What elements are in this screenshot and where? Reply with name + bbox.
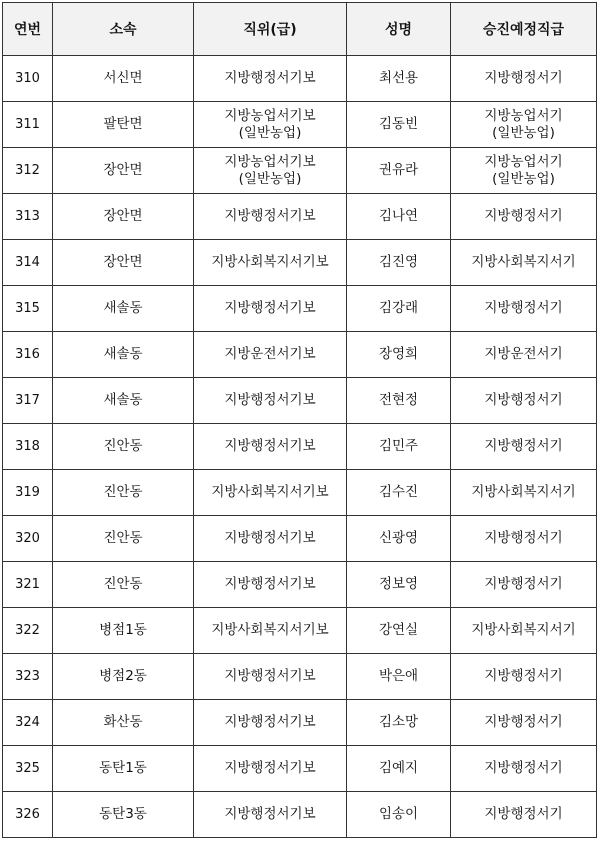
row-position-line: 지방행정서기보: [224, 576, 316, 592]
row-position-line: 지방사회복지서기보: [211, 254, 329, 270]
row-promotion-grade-line: 지방사회복지서기: [471, 484, 576, 500]
row-position-line: 지방행정서기보: [224, 300, 316, 316]
row-promotion-grade-line: 지방농업서기: [484, 107, 563, 124]
row-position-line: 지방행정서기보: [224, 70, 316, 86]
row-number: 318: [3, 424, 53, 470]
row-promotion-grade-line: 지방사회복지서기: [471, 254, 576, 270]
row-department: 화산동: [53, 700, 194, 746]
row-position-line: 지방사회복지서기보: [211, 622, 329, 638]
table-row: [3, 148, 597, 194]
row-name: 임송이: [347, 792, 451, 838]
row-position: [194, 102, 347, 148]
row-promotion-grade-line: 지방행정서기: [484, 714, 563, 730]
row-name: 김수진: [347, 470, 451, 516]
row-promotion-grade: [451, 654, 597, 700]
row-promotion-grade: [451, 746, 597, 792]
row-promotion-grade-line: 지방농업서기: [484, 153, 563, 170]
row-promotion-grade: [451, 194, 597, 240]
row-position-line: 지방행정서기보: [224, 530, 316, 546]
table-row: [3, 746, 597, 792]
row-promotion-grade: [451, 102, 597, 148]
table-row: [3, 378, 597, 424]
row-name: 김진영: [347, 240, 451, 286]
table-row: [3, 792, 597, 838]
row-number: 310: [3, 56, 53, 102]
table-row: [3, 286, 597, 332]
row-number: 319: [3, 470, 53, 516]
row-name: 박은애: [347, 654, 451, 700]
row-number: 320: [3, 516, 53, 562]
row-promotion-grade: [451, 562, 597, 608]
row-name: 김나연: [347, 194, 451, 240]
row-position: [194, 378, 347, 424]
table-row: [3, 240, 597, 286]
row-promotion-grade-line: 지방사회복지서기: [471, 622, 576, 638]
row-number: 312: [3, 148, 53, 194]
row-promotion-grade: [451, 470, 597, 516]
row-position: [194, 194, 347, 240]
row-position: [194, 746, 347, 792]
header-no: 연번: [3, 3, 53, 56]
row-department: 장안면: [53, 194, 194, 240]
row-position-line: 지방행정서기보: [224, 806, 316, 822]
row-promotion-grade-line: (일반농업): [492, 170, 555, 187]
table-row: [3, 562, 597, 608]
table-row: [3, 102, 597, 148]
row-promotion-grade: [451, 286, 597, 332]
row-promotion-grade-line: (일반농업): [492, 124, 555, 141]
row-position-line: 지방행정서기보: [224, 438, 316, 454]
row-department: 동탄3동: [53, 792, 194, 838]
row-position-line: (일반농업): [238, 124, 302, 141]
row-number: 315: [3, 286, 53, 332]
row-position: [194, 516, 347, 562]
header-name: 성명: [347, 3, 451, 56]
table-row: [3, 608, 597, 654]
row-promotion-grade-line: 지방행정서기: [484, 806, 563, 822]
row-number: 325: [3, 746, 53, 792]
row-department: 진안동: [53, 424, 194, 470]
row-promotion-grade-line: 지방행정서기: [484, 392, 563, 408]
row-promotion-grade: [451, 424, 597, 470]
row-position: [194, 332, 347, 378]
row-department: 서신면: [53, 56, 194, 102]
row-promotion-grade: [451, 700, 597, 746]
row-department: 장안면: [53, 148, 194, 194]
row-position-line: 지방행정서기보: [224, 668, 316, 684]
row-name: 김강래: [347, 286, 451, 332]
header-position: 직위(급): [194, 3, 347, 56]
row-name: 강연실: [347, 608, 451, 654]
row-promotion-grade: [451, 56, 597, 102]
row-position: [194, 700, 347, 746]
row-name: 김동빈: [347, 102, 451, 148]
table-row: [3, 654, 597, 700]
row-department: 진안동: [53, 516, 194, 562]
row-position-line: 지방행정서기보: [224, 714, 316, 730]
table-row: [3, 424, 597, 470]
row-position: [194, 56, 347, 102]
table-row: [3, 56, 597, 102]
row-position-line: 지방행정서기보: [224, 392, 316, 408]
row-promotion-grade: [451, 148, 597, 194]
row-position-line: 지방사회복지서기보: [211, 484, 329, 500]
row-position-line: (일반농업): [238, 170, 302, 187]
row-position-line: 지방행정서기보: [224, 760, 316, 776]
row-number: 324: [3, 700, 53, 746]
row-position: [194, 608, 347, 654]
row-position-line: 지방행정서기보: [224, 208, 316, 224]
row-number: 323: [3, 654, 53, 700]
row-department: 진안동: [53, 562, 194, 608]
row-position: [194, 240, 347, 286]
row-position: [194, 470, 347, 516]
row-name: 정보영: [347, 562, 451, 608]
row-position-line: 지방농업서기보: [224, 107, 316, 124]
row-number: 316: [3, 332, 53, 378]
row-promotion-grade: [451, 332, 597, 378]
row-name: 김예지: [347, 746, 451, 792]
header-dept: 소속: [53, 3, 194, 56]
row-department: 새솔동: [53, 286, 194, 332]
row-number: 314: [3, 240, 53, 286]
row-promotion-grade: [451, 378, 597, 424]
row-number: 311: [3, 102, 53, 148]
row-promotion-grade-line: 지방행정서기: [484, 438, 563, 454]
row-promotion-grade-line: 지방운전서기: [484, 346, 563, 362]
table-body: [3, 56, 597, 838]
row-department: 동탄1동: [53, 746, 194, 792]
header-promotion-grade: 승진예정직급: [451, 3, 597, 56]
row-promotion-grade-line: 지방행정서기: [484, 208, 563, 224]
header-row: [3, 3, 597, 56]
row-number: 317: [3, 378, 53, 424]
table-row: [3, 194, 597, 240]
row-name: 김민주: [347, 424, 451, 470]
row-position-line: 지방운전서기보: [224, 346, 316, 362]
row-department: 병점1동: [53, 608, 194, 654]
row-number: 313: [3, 194, 53, 240]
table-row: [3, 470, 597, 516]
row-department: 새솔동: [53, 332, 194, 378]
row-department: 새솔동: [53, 378, 194, 424]
row-position: [194, 562, 347, 608]
row-promotion-grade-line: 지방행정서기: [484, 668, 563, 684]
row-number: 322: [3, 608, 53, 654]
row-promotion-grade-line: 지방행정서기: [484, 576, 563, 592]
row-name: 신광영: [347, 516, 451, 562]
table-row: [3, 332, 597, 378]
row-name: 권유라: [347, 148, 451, 194]
row-position-line: 지방농업서기보: [224, 153, 316, 170]
promotion-table: [2, 2, 597, 838]
row-promotion-grade-line: 지방행정서기: [484, 70, 563, 86]
row-department: 진안동: [53, 470, 194, 516]
row-promotion-grade-line: 지방행정서기: [484, 530, 563, 546]
row-department: 병점2동: [53, 654, 194, 700]
row-position: [194, 148, 347, 194]
row-promotion-grade-line: 지방행정서기: [484, 760, 563, 776]
row-department: 장안면: [53, 240, 194, 286]
row-promotion-grade: [451, 608, 597, 654]
table-row: [3, 700, 597, 746]
row-position: [194, 792, 347, 838]
row-department: 팔탄면: [53, 102, 194, 148]
row-name: 장영희: [347, 332, 451, 378]
row-promotion-grade: [451, 240, 597, 286]
row-promotion-grade: [451, 516, 597, 562]
row-promotion-grade: [451, 792, 597, 838]
row-name: 전현정: [347, 378, 451, 424]
row-number: 326: [3, 792, 53, 838]
row-name: 김소망: [347, 700, 451, 746]
table-row: [3, 516, 597, 562]
row-position: [194, 654, 347, 700]
row-position: [194, 424, 347, 470]
row-name: 최선용: [347, 56, 451, 102]
row-position: [194, 286, 347, 332]
row-number: 321: [3, 562, 53, 608]
row-promotion-grade-line: 지방행정서기: [484, 300, 563, 316]
